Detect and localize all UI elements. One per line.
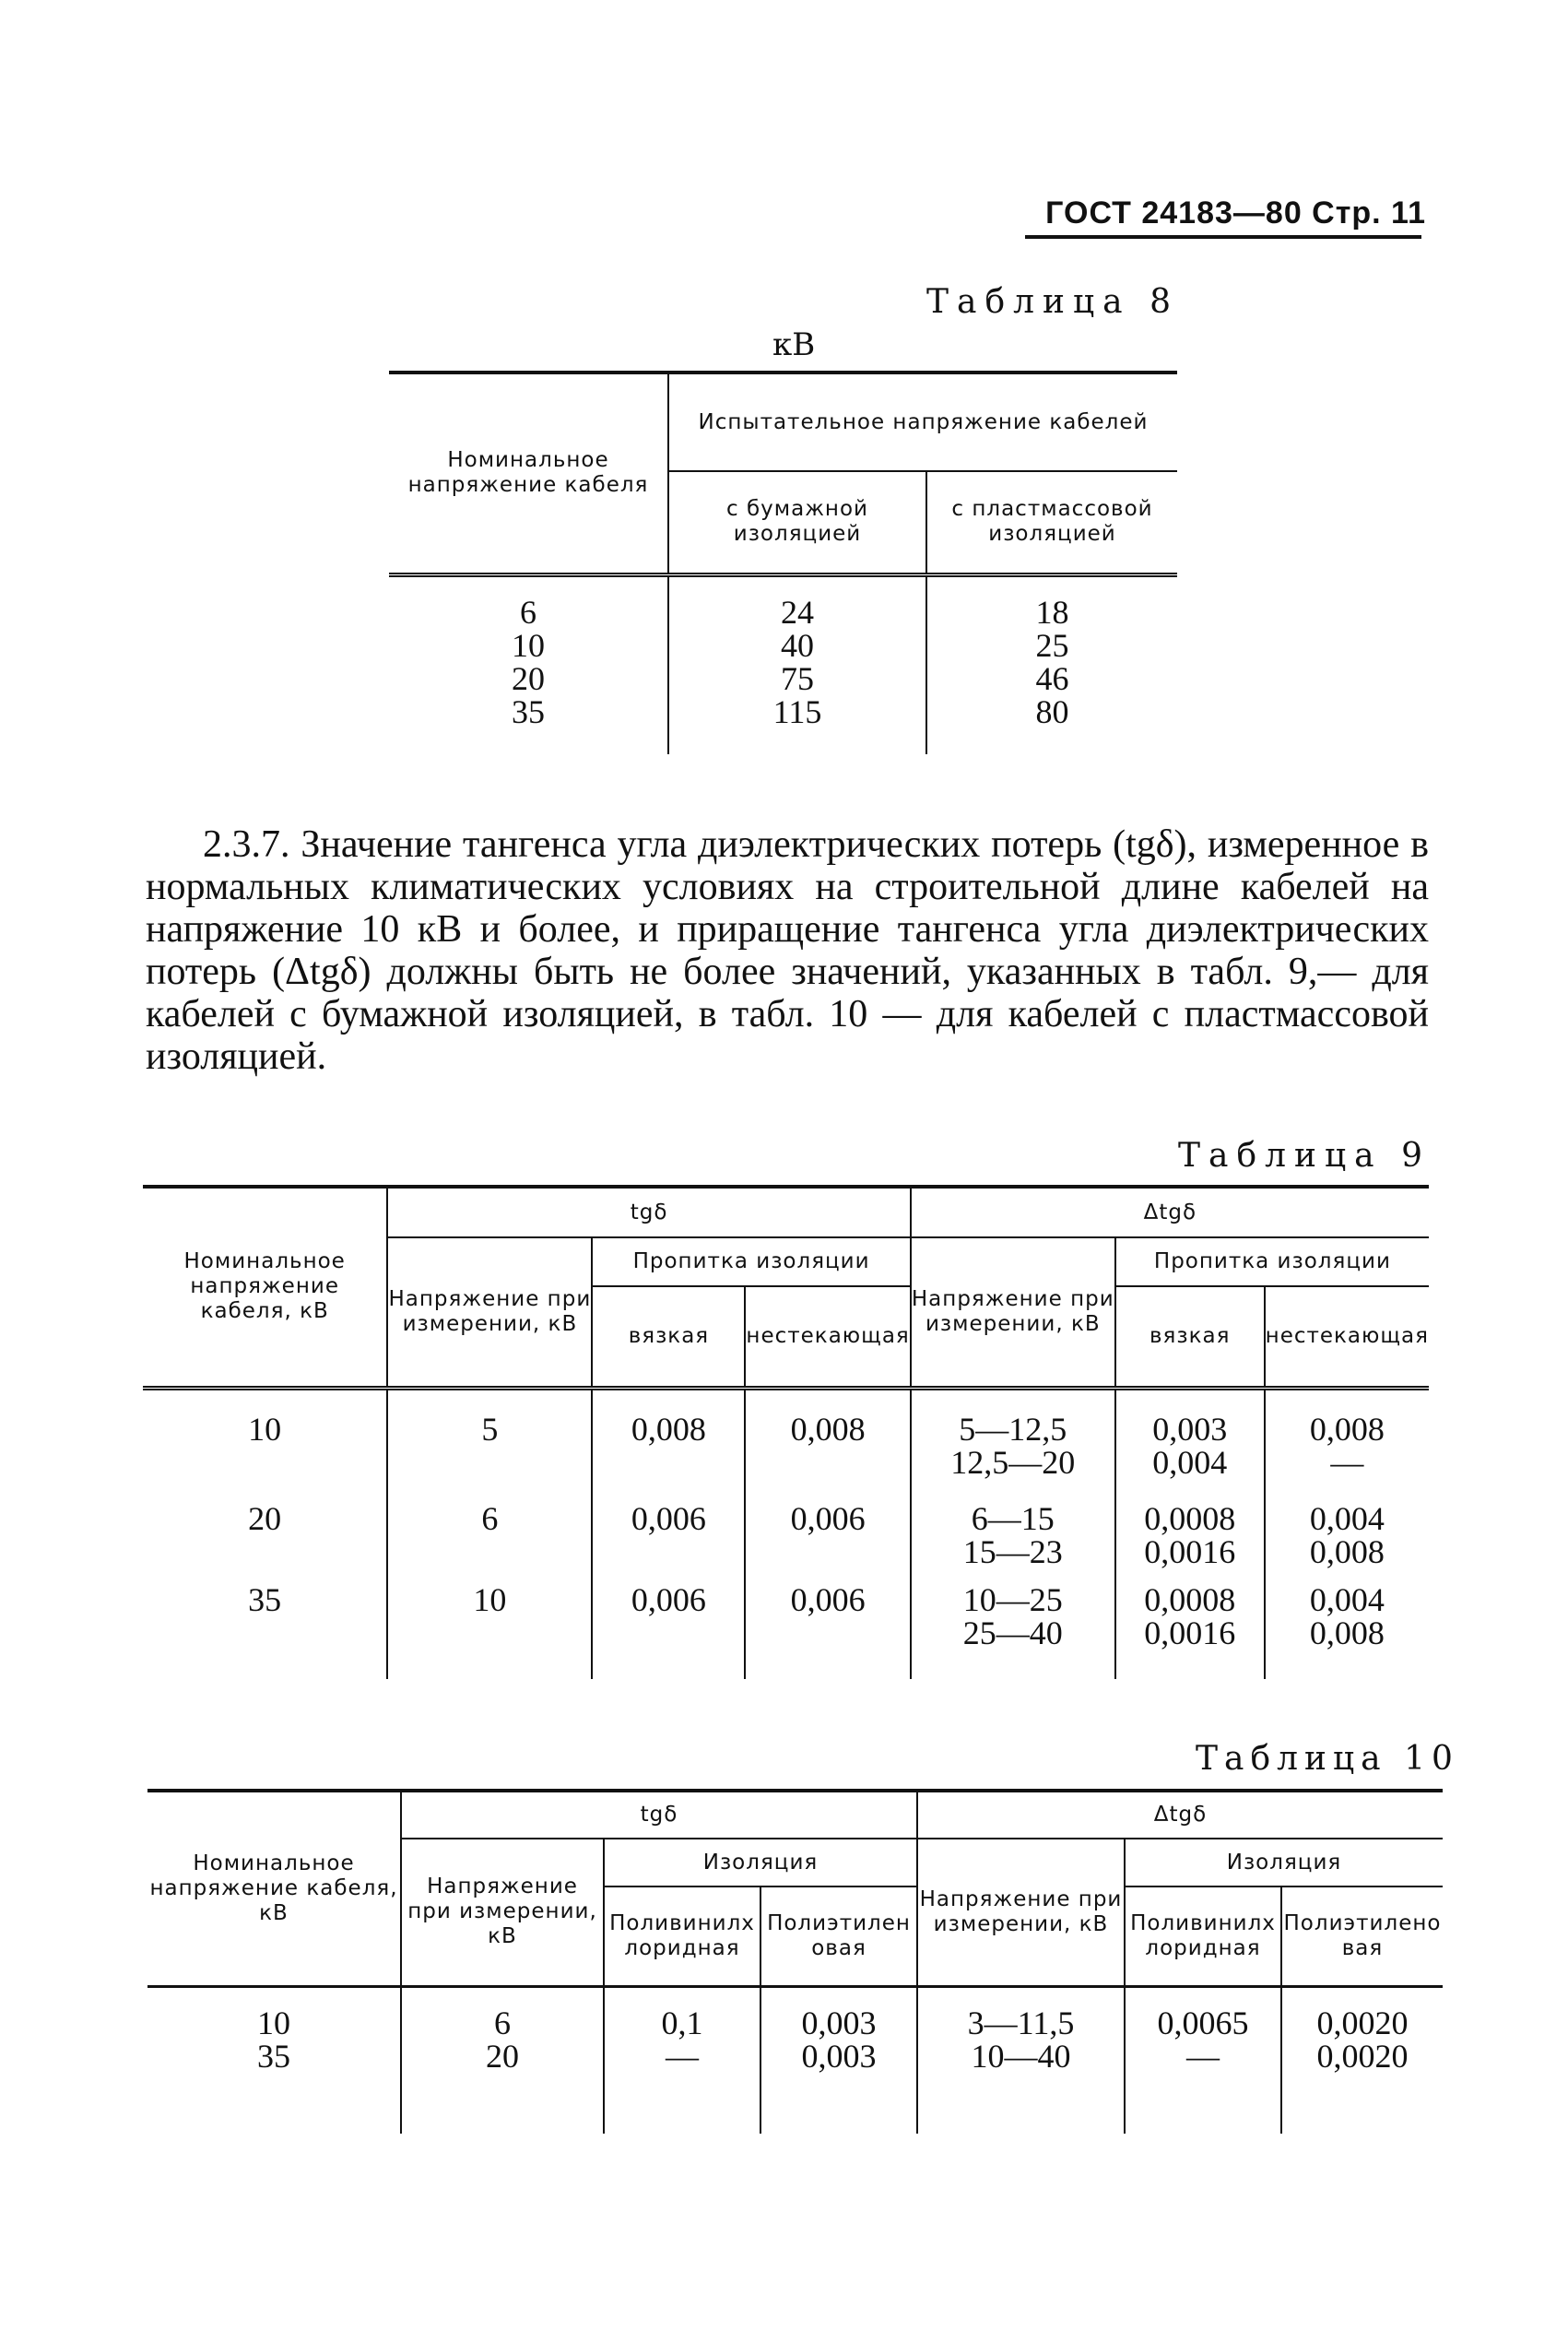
table-cell: 0,006	[745, 1568, 910, 1679]
table-cell: 6—15	[971, 1500, 1055, 1537]
table9-header-tg-voltage: Напряжение при измерении, кВ	[387, 1237, 592, 1388]
table10-header-dtg-pvc: Поливинилхлоридная	[1125, 1886, 1281, 1986]
table-cell: 20	[512, 659, 545, 697]
table10-header-dtg: Δtgδ	[917, 1791, 1443, 1839]
table8-header-plastic: с пластмассовой изоляцией	[926, 471, 1177, 574]
table9	[143, 1185, 1429, 1679]
paragraph-text: 2.3.7. Значение тангенса угла диэлектрических потерь (tgδ), измеренное в нормальных климатических условиях на строительной длине кабелей на напряжение 10 кВ и более, и приращение тангенса угла диэлектрических потерь (Δtgδ) должны быть не более значений, указанных в табл. 9,— для кабелей с бумажной изоляцией, в табл. 10 — для кабелей с пластмассовой изоляцией.	[146, 823, 1429, 1078]
table9-header-dtg-impregnation: Пропитка изоляции	[1115, 1237, 1429, 1286]
table-cell: 12,5—20	[950, 1443, 1076, 1481]
table-cell: 46	[926, 662, 1177, 695]
table-cell: 10—40	[917, 2040, 1125, 2134]
table-cell: 40	[668, 629, 926, 662]
table-cell: 6	[387, 1487, 592, 1568]
table8-unit: кВ	[772, 326, 816, 363]
table-cell: 18	[926, 574, 1177, 629]
table-cell: 0,004	[1152, 1443, 1228, 1481]
table-cell: 0,004	[1309, 1500, 1385, 1537]
table-cell: —	[1330, 1443, 1364, 1481]
table9-caption: Таблица 9	[1178, 1137, 1431, 1175]
table10	[147, 1789, 1443, 2134]
table-cell: 15—23	[962, 1533, 1063, 1570]
table-cell: 0,0020	[1281, 2040, 1443, 2134]
table-cell: 35	[512, 692, 545, 730]
table-cell: 0,008	[1309, 1614, 1385, 1651]
table8-caption: Таблица 8	[926, 283, 1179, 321]
table-cell: 0,006	[592, 1568, 745, 1679]
table-row	[147, 2040, 1443, 2134]
table9-header-tg-nondrip: нестекающая	[745, 1286, 910, 1388]
table-cell: —	[604, 2040, 760, 2134]
table-cell: 0,0016	[1144, 1614, 1236, 1651]
table-cell: 0,1	[604, 1986, 760, 2040]
table-cell: 24	[668, 574, 926, 629]
table-cell: 5	[387, 1388, 592, 1487]
table-cell: 10	[248, 1410, 282, 1448]
table9-header-tg-impregnation: Пропитка изоляции	[592, 1237, 910, 1286]
table9-header-tg-viscous: вязкая	[592, 1286, 745, 1388]
table-cell: 5—12,5	[959, 1410, 1067, 1448]
table-cell: 3—11,5	[917, 1986, 1125, 2040]
table-cell: —	[1125, 2040, 1281, 2134]
table-cell: 0,008	[745, 1388, 910, 1487]
table9-header-tg: tgδ	[387, 1187, 910, 1237]
table9-header-dtg-viscous: вязкая	[1115, 1286, 1265, 1388]
table-cell: 0,003	[1152, 1410, 1228, 1448]
table-cell: 0,008	[592, 1388, 745, 1487]
table-cell: 20	[401, 2040, 604, 2134]
table9-header-dtg: Δtgδ	[911, 1187, 1429, 1237]
table-cell: 25—40	[962, 1614, 1063, 1651]
table10-header-nominal: Номинальное напряжение кабеля, кВ	[147, 1791, 401, 1986]
table9-header-dtg-nondrip: нестекающая	[1265, 1286, 1429, 1388]
table-cell: 0,0016	[1144, 1533, 1236, 1570]
table10-caption: Таблица 10	[1196, 1740, 1459, 1778]
table-cell: 0,0008	[1144, 1500, 1236, 1537]
table-row	[143, 1568, 1429, 1679]
table10-header-dtg-insulation: Изоляция	[1125, 1839, 1443, 1886]
page-header: ГОСТ 24183—80 Стр. 11	[1045, 195, 1426, 231]
table-cell: 0,0065	[1125, 1986, 1281, 2040]
header-rule	[1025, 235, 1421, 239]
table-cell: 80	[926, 695, 1177, 754]
table-cell: 0,008	[1309, 1533, 1385, 1570]
table-cell: 35	[248, 1581, 282, 1618]
table-cell: 0,008	[1309, 1410, 1385, 1448]
table-cell: 75	[668, 662, 926, 695]
table-cell: 35	[257, 2037, 290, 2075]
table-cell: 10—25	[962, 1581, 1063, 1618]
table-cell: 0,0008	[1144, 1581, 1236, 1618]
table-cell: 0,0020	[1281, 1986, 1443, 2040]
table-cell: 0,006	[745, 1487, 910, 1568]
table8-header-test: Испытательное напряжение кабелей	[668, 373, 1177, 471]
table-row	[143, 1487, 1429, 1568]
paragraph-2-3-7	[146, 823, 1429, 1078]
table10-header-dtg-voltage: Напряжение при измерении, кВ	[917, 1839, 1125, 1986]
table-cell: 20	[248, 1500, 282, 1537]
table10-header-dtg-pe: Полиэтиленовая	[1281, 1886, 1443, 1986]
table8	[389, 371, 1177, 754]
table-cell: 6	[401, 1986, 604, 2040]
table10-header-tg-pe: Полиэтиленовая	[760, 1886, 917, 1986]
table10-header-tg-pvc: Поливинилхлоридная	[604, 1886, 760, 1986]
table-cell: 10	[387, 1568, 592, 1679]
table-cell: 10	[257, 2004, 290, 2041]
table10-header-tg: tgδ	[401, 1791, 917, 1839]
table-cell: 0,004	[1309, 1581, 1385, 1618]
table8-header-nominal: Номинальное напряжение кабеля	[389, 373, 668, 574]
table10-header-tg-insulation: Изоляция	[604, 1839, 917, 1886]
table-cell: 10	[512, 626, 545, 664]
table-cell: 0,003	[760, 2040, 917, 2134]
table-cell: 6	[520, 593, 536, 631]
table9-header-dtg-voltage: Напряжение при измерении, кВ	[911, 1237, 1115, 1388]
table-row	[143, 1388, 1429, 1487]
table-row	[147, 1986, 1443, 2040]
table-cell: 115	[668, 695, 926, 754]
table-cell: 0,003	[760, 1986, 917, 2040]
table-cell: 0,006	[592, 1487, 745, 1568]
table9-header-nominal: Номинальное напряжение кабеля, кВ	[143, 1187, 387, 1388]
table10-header-tg-voltage: Напряжение при измерении, кВ	[401, 1839, 604, 1986]
table-cell: 25	[926, 629, 1177, 662]
table8-header-paper: с бумажной изоляцией	[668, 471, 926, 574]
